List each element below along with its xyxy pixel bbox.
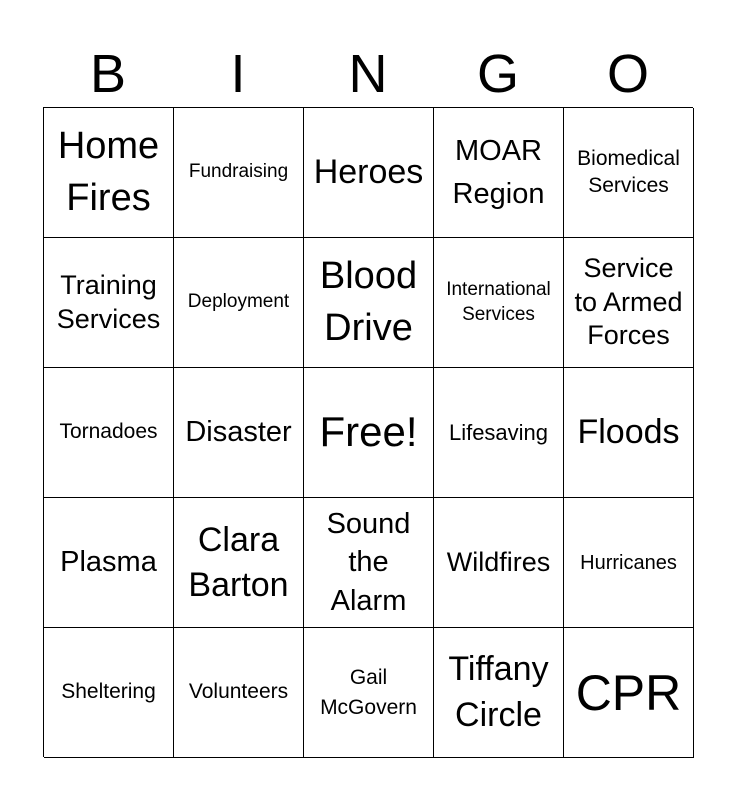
cell-label: Training Services — [56, 269, 161, 334]
cell-label: Lifesaving — [448, 419, 549, 445]
header-letter-o: O — [606, 44, 649, 104]
cell-label: Disaster — [185, 416, 292, 449]
bingo-cell[interactable] — [44, 368, 174, 498]
bingo-cell[interactable] — [564, 368, 694, 498]
bingo-cell[interactable] — [564, 628, 694, 758]
bingo-cell[interactable] — [44, 238, 174, 368]
bingo-cell[interactable] — [44, 498, 174, 628]
cell-label: Heroes — [313, 153, 424, 192]
bingo-cell[interactable] — [304, 628, 434, 758]
cell-label: Tornadoes — [59, 420, 158, 444]
cell-label: Hurricanes — [580, 551, 677, 574]
header-letter-n: N — [348, 44, 388, 104]
cell-label: Floods — [577, 413, 680, 452]
header-letter-g: G — [476, 44, 519, 104]
cell-label: Volunteers — [188, 680, 289, 704]
bingo-cell[interactable] — [304, 498, 434, 628]
cell-label: Plasma — [60, 546, 157, 579]
cell-label: Free! — [319, 408, 418, 456]
bingo-cell[interactable] — [564, 238, 694, 368]
bingo-header — [43, 40, 693, 108]
cell-label: Gail McGovern — [320, 666, 417, 719]
bingo-cell[interactable] — [174, 368, 304, 498]
cell-label: Tiffany Circle — [448, 649, 549, 734]
header-letter-i: I — [230, 44, 246, 104]
cell-label: International Services — [446, 278, 551, 325]
bingo-cell[interactable] — [434, 238, 564, 368]
header-letter-b: B — [89, 44, 127, 104]
cell-label: Home Fires — [57, 125, 160, 219]
bingo-cell[interactable] — [304, 108, 434, 238]
bingo-cell[interactable] — [434, 368, 564, 498]
cell-label: Wildfires — [446, 546, 551, 577]
bingo-cell[interactable] — [174, 238, 304, 368]
cell-label: Deployment — [187, 291, 290, 313]
bingo-cell[interactable] — [434, 498, 564, 628]
bingo-cell[interactable] — [434, 628, 564, 758]
bingo-cell[interactable] — [304, 238, 434, 368]
bingo-cell[interactable] — [44, 108, 174, 238]
cell-label: Fundraising — [188, 161, 289, 183]
cell-label: Sound the Alarm — [326, 508, 411, 617]
cell-label: Sheltering — [61, 680, 156, 704]
bingo-board — [43, 107, 693, 757]
bingo-cell[interactable] — [304, 368, 434, 498]
cell-label: Blood Drive — [319, 255, 418, 349]
bingo-cell[interactable] — [434, 108, 564, 238]
cell-label: Biomedical Services — [577, 147, 680, 197]
bingo-cell[interactable] — [44, 628, 174, 758]
bingo-cell[interactable] — [174, 498, 304, 628]
bingo-cell[interactable] — [564, 498, 694, 628]
cell-label: Clara Barton — [188, 521, 289, 604]
bingo-cell[interactable] — [174, 628, 304, 758]
cell-label: CPR — [575, 664, 682, 721]
bingo-cell[interactable] — [174, 108, 304, 238]
cell-label: Service to Armed Forces — [574, 252, 683, 351]
bingo-cell[interactable] — [564, 108, 694, 238]
cell-label: MOAR Region — [452, 135, 545, 210]
